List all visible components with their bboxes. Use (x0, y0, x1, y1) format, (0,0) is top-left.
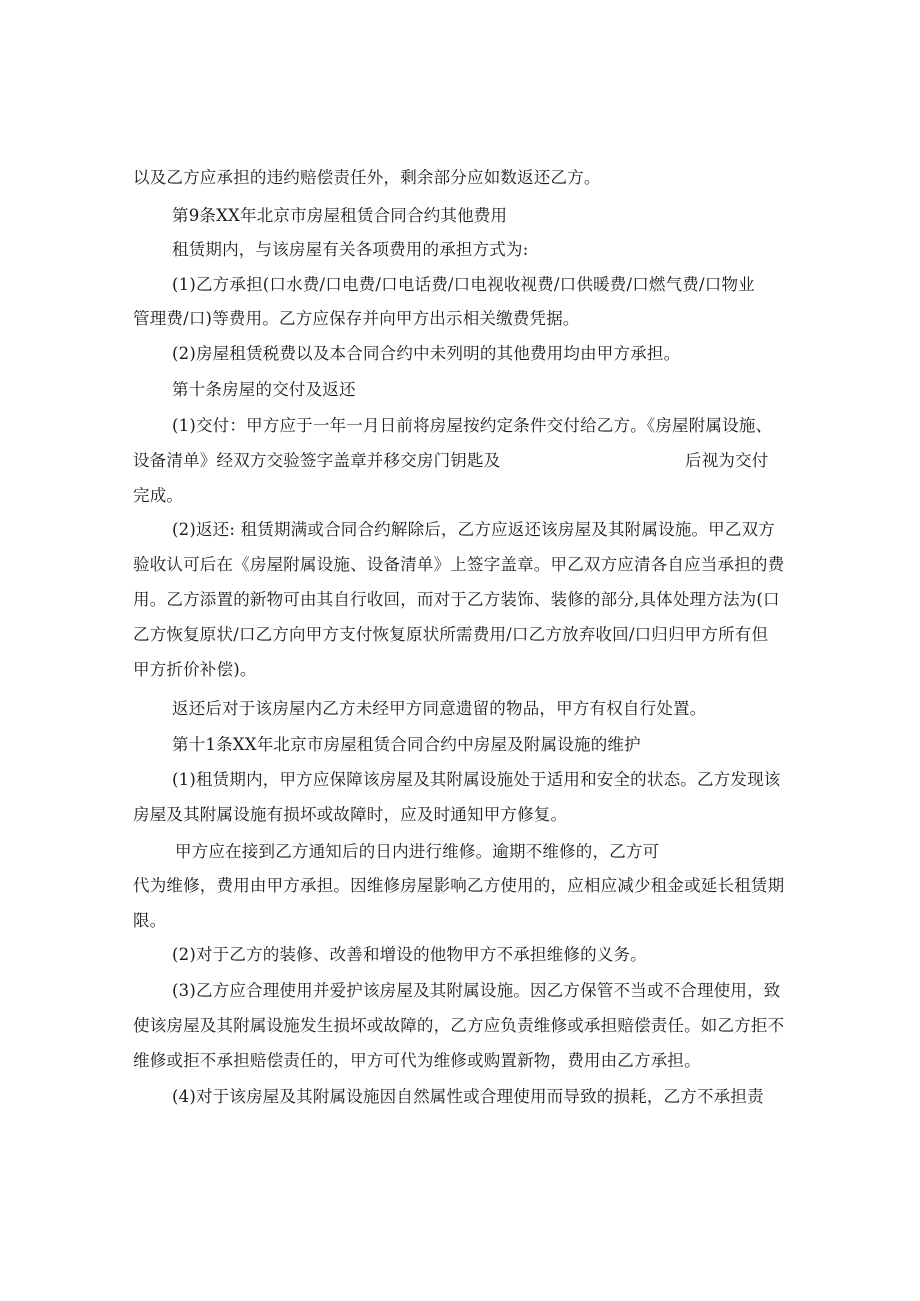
text-line: 设备清单》经双方交验签字盖章并移交房门钥匙及 (133, 451, 501, 470)
text-line: (2)对于乙方的装修、改善和增设的他物甲方不承担维修的义务。 (172, 945, 647, 964)
text-line: 使该房屋及其附属设施发生损坏或故障的，乙方应负责维修或承担赔偿责任。如乙方拒不 (133, 1016, 785, 1035)
text-line: 维修或拒不承担赔偿责任的，甲方可代为维修或购置新物，费用由乙方承担。 (133, 1051, 701, 1070)
text-line: (4)对于该房屋及其附属设施因自然属性或合理使用而导致的损耗，乙方不承担责 (172, 1087, 764, 1106)
text-line: 代为维修，费用由甲方承担。因维修房屋影响乙方使用的，应相应减少租金或延长租赁期 (133, 876, 785, 895)
text-line: 租赁期内，与该房屋有关各项费用的承担方式为: (172, 240, 529, 259)
text-line: 甲方折价补偿)。 (133, 660, 257, 679)
text-line: 用。乙方添置的新物可由其自行收回，而对于乙方装饰、装修的部分,具体处理方法为(口 (133, 590, 780, 609)
section-heading-article-11: 第十1条XX年北京市房屋租赁合同合约中房屋及附属设施的维护 (172, 735, 641, 754)
text-line: 乙方恢复原状/口乙方向甲方支付恢复原状所需费用/口乙方放弃收回/口归归甲方所有但 (133, 625, 769, 644)
text-line: 限。 (133, 911, 167, 930)
text-line: (1)租赁期内，甲方应保障该房屋及其附属设施处于适用和安全的状态。乙方发现该 (172, 770, 781, 789)
text-line: 房屋及其附属设施有损坏或故障时，应及时通知甲方修复。 (133, 805, 568, 824)
section-heading-article-9: 第9条XX年北京市房屋租赁合同合约其他费用 (172, 206, 508, 225)
text-line: (2)房屋租赁税费以及本合同合约中未列明的其他费用均由甲方承担。 (172, 344, 681, 363)
text-line: 以及乙方应承担的违约赔偿责任外，剩余部分应如数返还乙方。 (133, 168, 601, 187)
text-line: 后视为交付 (685, 451, 769, 470)
text-line: (1)交付：甲方应于一年一月日前将房屋按约定条件交付给乙方。《房屋附属设施、 (172, 416, 773, 435)
text-line: 甲方应在接到乙方通知后的日内进行维修。逾期不维修的，乙方可 (175, 842, 660, 861)
text-line: 完成。 (133, 486, 184, 505)
text-line: (1)乙方承担(口水费/口电费/口电话费/口电视收视费/口供暖费/口燃气费/口物业 (172, 275, 755, 294)
text-line: 管理费/口)等费用。乙方应保存并向甲方出示相关缴费凭据。 (133, 309, 580, 328)
text-line: 验收认可后在《房屋附属设施、设备清单》上签字盖章。甲乙双方应清各自应当承担的费 (133, 555, 785, 574)
text-line: (2)返还: 租赁期满或合同合约解除后，乙方应返还该房屋及其附属设施。甲乙双方 (172, 520, 775, 539)
text-line: 返还后对于该房屋内乙方未经甲方同意遗留的物品，甲方有权自行处置。 (172, 699, 707, 718)
text-line: (3)乙方应合理使用并爱护该房屋及其附属设施。因乙方保管不当或不合理使用，致 (172, 981, 781, 1000)
section-heading-article-10: 第十条房屋的交付及返还 (172, 380, 356, 399)
